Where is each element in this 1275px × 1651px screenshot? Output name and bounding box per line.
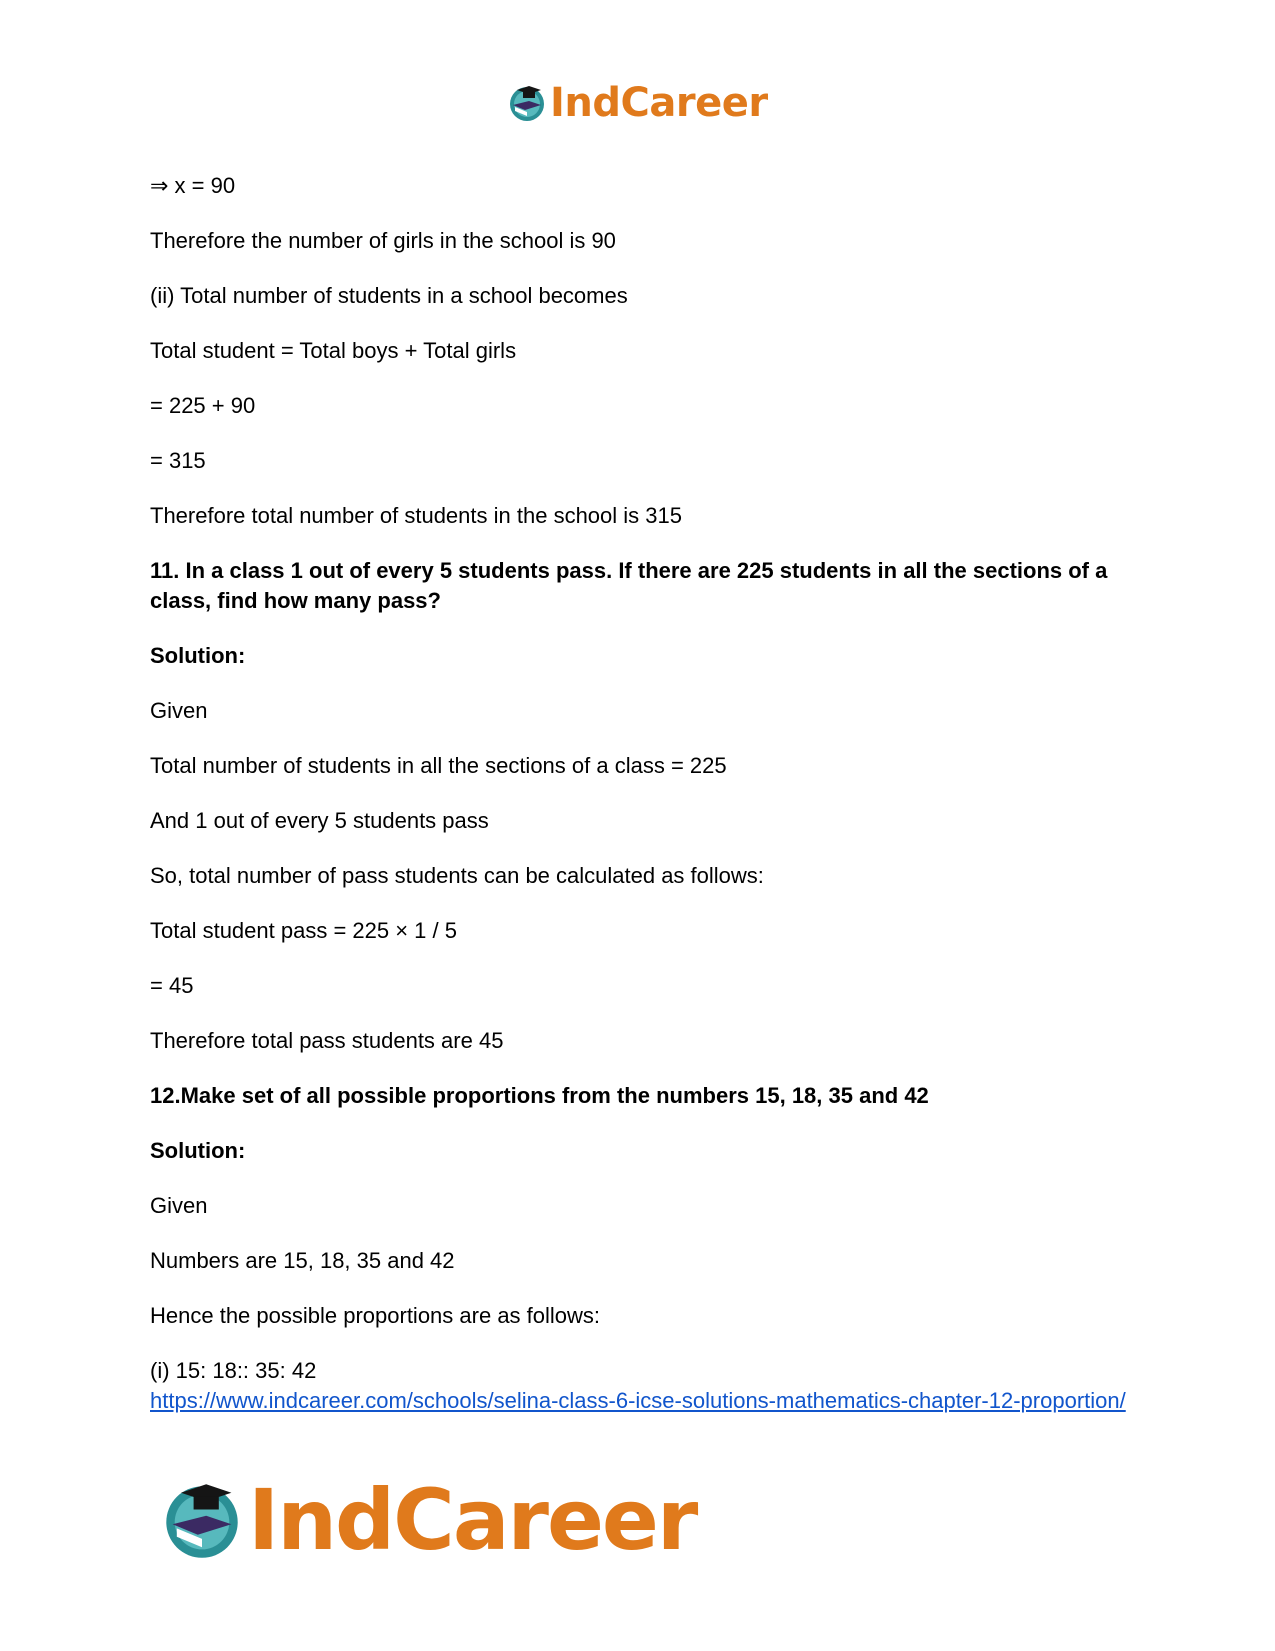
text-line: Given — [150, 698, 208, 723]
text-line: Given — [150, 1193, 208, 1218]
footer-logo-text: IndCareer — [248, 1471, 697, 1569]
text-line: ⇒ x = 90 — [150, 173, 236, 198]
solution-label: Solution: — [150, 643, 246, 668]
graduation-cap-globe-icon — [160, 1478, 244, 1562]
question-11: 11. In a class 1 out of every 5 students pass. If there are 225 students in all the sections of a class, find how many pass? — [150, 558, 1108, 613]
text-line: Hence the possible proportions are as follows: — [150, 1303, 601, 1328]
text-line: And 1 out of every 5 students pass — [150, 808, 489, 833]
text-line: Total number of students in all the sections of a class = 225 — [150, 753, 727, 778]
header-logo — [507, 80, 768, 126]
text-line: Total student = Total boys + Total girls — [150, 338, 517, 363]
text-line: Therefore total pass students are 45 — [150, 1028, 504, 1053]
question-12: 12.Make set of all possible proportions from the numbers 15, 18, 35 and 42 — [150, 1083, 929, 1108]
text-line: = 225 + 90 — [150, 393, 256, 418]
document-body — [150, 171, 1130, 1416]
text-line: Total student pass = 225 × 1 / 5 — [150, 918, 457, 943]
text-line: Numbers are 15, 18, 35 and 42 — [150, 1248, 455, 1273]
text-line: (i) 15: 18:: 35: 42 — [150, 1358, 317, 1383]
text-line: = 315 — [150, 448, 206, 473]
footer-logo — [160, 1470, 696, 1570]
text-line: Therefore the number of girls in the school is 90 — [150, 228, 616, 253]
text-line: So, total number of pass students can be calculated as follows: — [150, 863, 764, 888]
text-line: Therefore total number of students in the school is 315 — [150, 503, 682, 528]
header-logo-text: IndCareer — [550, 80, 768, 126]
text-line: (ii) Total number of students in a school becomes — [150, 283, 628, 308]
graduation-cap-globe-icon — [507, 83, 547, 123]
solution-label: Solution: — [150, 1138, 246, 1163]
text-line: = 45 — [150, 973, 194, 998]
source-link[interactable]: https://www.indcareer.com/schools/selina-class-6-icse-solutions-mathematics-chapter-12-proportion/ — [150, 1388, 1126, 1413]
